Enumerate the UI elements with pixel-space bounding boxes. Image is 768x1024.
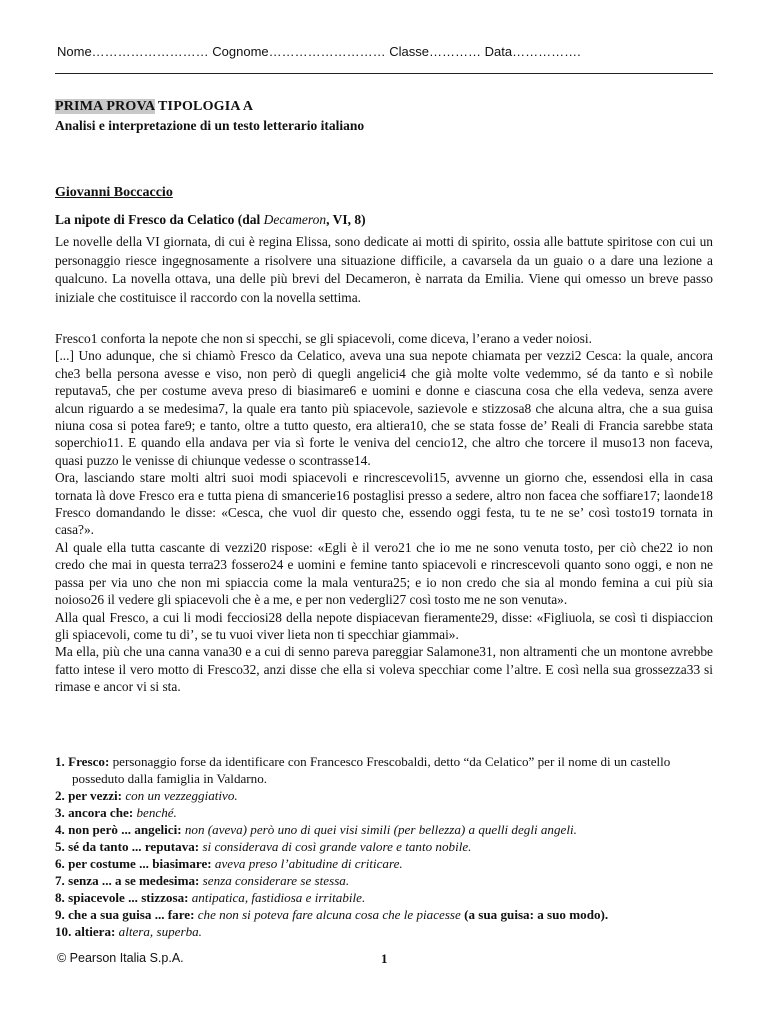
novella-paragraph: Ora, lasciando stare molti altri suoi modi spiacevoli e rincrescevoli15, avvenne un giorno che, essendosi ella in casa tornata là dove Fresco era e tutta piena di smancerie16 postaglisi presso a sedere, altro non facea che soffiare17; laonde18 Fresco domandando le disse: «Cesca, che vuol dir questo che, essendo oggi festa, tu te ne se’ così tosto19 tornata in casa?». — [55, 470, 713, 538]
footnote-term: non però ... angelici: — [68, 822, 182, 837]
novella-paragraph: Ma ella, più che una canna vana30 e a cui di senno pareva pareggiar Salamone31, non altramenti che un montone avrebbe fatto intese il vero motto di Fresco32, anzi disse che ella si voleva specchiar come l’altre. E così nella sua grossezza33 si rimase e ancor vi si sta. — [55, 644, 713, 695]
intro-text: Le novelle della VI giornata, di cui è regina Elissa, sono dedicate ai motti di spirito, ossia alle battute spiritose con cui un personaggio riesce ingegnosamente a risolvere una situazione difficile, a cavarsela da un guaio o a dare una lezione a qualcuno. La novella ottava, una delle più brevi del Decameron, è narrata da Emilia. Viene qui omesso un breve passo iniziale che costituisce il raccordo con la novella settima. — [55, 234, 713, 306]
exam-title — [55, 99, 253, 115]
footnote-term: 1. — [55, 754, 65, 769]
footnote-item — [55, 889, 715, 906]
footnote-term: spiacevole ... stizzosa: — [68, 890, 189, 905]
publisher-credit: © Pearson Italia S.p.A. — [57, 951, 184, 965]
footnote-gloss: antipatica, fastidiosa e irritabile. — [188, 890, 366, 905]
work-title-text: La nipote di Fresco da Celatico (dal — [55, 212, 264, 227]
work-title — [55, 212, 366, 228]
footnote-term: 5. — [55, 839, 65, 854]
footnote-gloss: altera, superba. — [115, 924, 202, 939]
author-name: Giovanni Boccaccio — [55, 185, 173, 200]
exam-title-highlight: PRIMA PROVA — [55, 99, 155, 114]
novella-paragraph: Al quale ella tutta cascante di vezzi20 rispose: «Egli è il vero21 che io me ne sono venuta tosto, per ciò che22 io non credo che mai in questa terra23 fossero24 e uomini e femine tanto spiacevoli e rincrescevoli quanto sono oggi, e non ne passa per via uno che non mi spiaccia come la mala ventura25; e io non credo che sia al mondo femina a cui più sia noioso26 il vedere gli spiacevoli che è a me, e per non vedergli27 così tosto me ne son venuta». — [55, 539, 713, 608]
intro-paragraph — [55, 233, 713, 308]
footnote-gloss: personaggio forse da identificare con Francesco Frescobaldi, detto “da Celatico” per il nome di un castello posseduto dalla famiglia in Valdarno. — [72, 754, 671, 786]
exam-title-type: TIPOLOGIA A — [154, 99, 254, 114]
footnote-term: senza ... a se medesima: — [68, 873, 200, 888]
footnote-item — [55, 923, 715, 940]
footnote-gloss: aveva preso l’abitudine di criticare. — [211, 856, 403, 871]
footnote-item — [55, 753, 715, 787]
footnote-item — [55, 804, 715, 821]
footnote-item — [55, 821, 715, 838]
footnote-gloss: si considerava di così grande valore e tanto nobile. — [199, 839, 472, 854]
novella-text — [55, 330, 713, 696]
footnote-gloss: benché. — [133, 805, 177, 820]
header-divider — [55, 73, 713, 74]
novella-paragraph: Fresco1 conforta la nepote che non si specchi, se gli spiacevoli, come diceva, l’erano a veder noiosi. — [55, 331, 592, 346]
novella-paragraph: [...] Uno adunque, che si chiamò Fresco da Celatico, aveva una sua nepote chiamata per vezzi2 Cesca: la quale, ancora che3 bella persona avesse e viso, non però di quegli angelici4 che già molte volte vedemmo, sé da tanto e sì nobile reputava5, che per costume aveva preso di biasimare6 e uomini e donne e ciascuna cosa che ella vedeva, senza avere alcun riguardo a se medesima7, la quale era tanto più spiacevole, sazievole e stizzosa8 che alcuna altra, che a sua guisa niuna cosa si potea fare9; e tanto, oltre a tutto questo, era altiera10, che se stata fosse de’ Reali di Francia sarebbe stata soperchio11. E quando ella andava per via sì forte le veniva del cencio12, che altro che torcere il muso13 non faceva, quasi puzzo le venisse di chiunque vedesse o scontrasse14. — [55, 348, 713, 468]
footnote-term: 6. — [55, 856, 65, 871]
work-source-ref: , VI, 8) — [326, 212, 366, 227]
exam-subtitle: Analisi e interpretazione di un testo letterario italiano — [55, 118, 365, 133]
work-source: Decameron — [263, 212, 327, 227]
footnote-gloss: con un vezzeggiativo. — [122, 788, 238, 803]
novella-paragraph: Alla qual Fresco, a cui li modi fecciosi28 della nepote dispiacevan fieramente29, disse: «Figliuola, se così ti dispiaccion gli spiacevoli, come tu di’, se tu vuoi viver lieta non ti specchiar giammai». — [55, 609, 713, 642]
footnote-term: 3. — [55, 805, 65, 820]
footnote-item — [55, 838, 715, 855]
footnote-term: Fresco: — [68, 754, 110, 769]
student-info-fields: Nome……………………… Cognome……………………… Classe………… Data……………. — [57, 44, 581, 59]
footnote-gloss: che non si poteva fare alcuna cosa che le piacesse — [194, 907, 461, 922]
footnote-term: che a sua guisa ... fare: — [68, 907, 195, 922]
footnote-term: 10. — [55, 924, 72, 939]
footnote-item — [55, 906, 715, 923]
footnote-gloss: non (aveva) però uno di quei visi simili (per bellezza) a quelli degli angeli. — [181, 822, 577, 837]
footnote-term: altiera: — [74, 924, 116, 939]
footnote-term: sé da tanto ... reputava: — [68, 839, 200, 854]
footnotes-list — [55, 753, 715, 940]
footnote-item — [55, 872, 715, 889]
footnote-extra: (a sua guisa: a suo modo). — [460, 907, 609, 922]
footnote-term: per costume ... biasimare: — [68, 856, 212, 871]
footnote-term: 2. — [55, 788, 65, 803]
page-number: 1 — [381, 951, 388, 966]
footnote-term: 8. — [55, 890, 65, 905]
footnote-term: 7. — [55, 873, 65, 888]
footnote-term: per vezzi: — [68, 788, 123, 803]
footnote-term: 9. — [55, 907, 65, 922]
footnote-term: ancora che: — [68, 805, 134, 820]
footnote-item — [55, 787, 715, 804]
footnote-item — [55, 855, 715, 872]
footnote-term: 4. — [55, 822, 65, 837]
footnote-gloss: senza considerare se stessa. — [199, 873, 350, 888]
